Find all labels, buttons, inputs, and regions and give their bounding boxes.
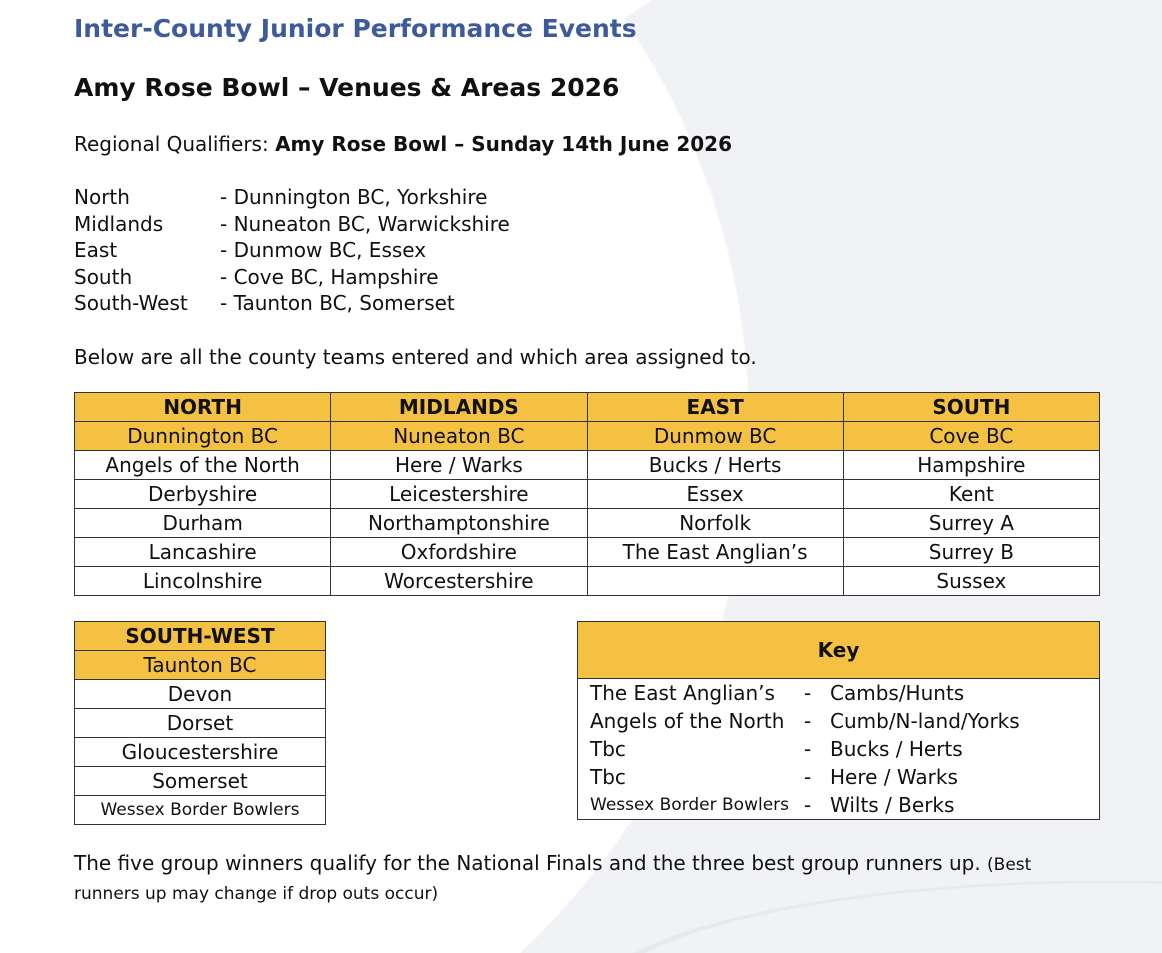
qualifiers-event: Amy Rose Bowl – Sunday 14th June 2026 [275, 132, 732, 156]
venue-name: - Taunton BC, Somerset [220, 291, 455, 315]
team-cell: Angels of the North [75, 451, 331, 480]
venue-area: South-West [74, 291, 188, 315]
area-header: NORTH [75, 393, 331, 422]
key-header: Key [578, 622, 1100, 679]
key-counties: Cumb/N-land/Yorks [830, 708, 1020, 733]
venue-row [74, 291, 455, 315]
team-cell: Lancashire [75, 538, 331, 567]
key-team: The East Anglian’s [590, 680, 775, 705]
table-row [75, 709, 326, 738]
key-row [578, 679, 1100, 708]
team-cell: Surrey B [843, 538, 1099, 567]
venue-name: - Nuneaton BC, Warwickshire [220, 211, 510, 236]
key-team: Wessex Border Bowlers [590, 794, 790, 815]
key-counties: Here / Warks [830, 764, 958, 789]
key-header-row [578, 622, 1100, 679]
team-cell: Dorset [75, 709, 326, 738]
team-cell: Bucks / Herts [587, 451, 843, 480]
venue-row [74, 185, 487, 209]
footer-small-note: (Best runners up may change if drop outs occur) [74, 855, 1032, 904]
qualifiers-line [74, 132, 732, 156]
venue-row [74, 265, 439, 289]
table-row [75, 796, 326, 825]
key-counties: Wilts / Berks [830, 792, 955, 817]
table-row [75, 451, 1100, 480]
page-title: Inter-County Junior Performance Events [74, 14, 637, 43]
area-header: MIDLANDS [331, 393, 587, 422]
venue-cell: Dunnington BC [75, 422, 331, 451]
venue-cell: Dunmow BC [587, 422, 843, 451]
venue-area: East [74, 238, 118, 262]
table-row [75, 651, 326, 680]
team-cell: Surrey A [843, 509, 1099, 538]
venue-row [75, 422, 1100, 451]
key-dash: - [804, 680, 812, 705]
key-dash: - [804, 792, 812, 817]
team-cell [587, 567, 843, 596]
team-cell: The East Anglian’s [587, 538, 843, 567]
key-dash: - [804, 736, 812, 761]
key-team: Tbc [590, 736, 626, 761]
venue-area: Midlands [74, 211, 164, 236]
venue-area: North [74, 185, 130, 209]
team-cell: Durham [75, 509, 331, 538]
venue-name: - Cove BC, Hampshire [220, 264, 439, 289]
team-cell: Norfolk [587, 509, 843, 538]
team-cell: Here / Warks [331, 451, 587, 480]
area-header: SOUTH-WEST [75, 622, 326, 651]
venue-name: - Dunmow BC, Essex [220, 238, 427, 262]
team-cell: Northamptonshire [331, 509, 587, 538]
header-row [75, 393, 1100, 422]
table-row [75, 680, 326, 709]
footer-note [74, 850, 1074, 908]
team-cell: Hampshire [843, 451, 1099, 480]
key-counties: Bucks / Herts [830, 736, 963, 761]
team-cell: Devon [75, 680, 326, 709]
team-cell: Lincolnshire [75, 567, 331, 596]
key-team: Angels of the North [590, 708, 785, 733]
key-row [578, 707, 1100, 735]
table-row [75, 738, 326, 767]
page-subtitle: Amy Rose Bowl – Venues & Areas 2026 [74, 73, 620, 102]
venue-cell: Nuneaton BC [331, 422, 587, 451]
venue-area: South [74, 264, 133, 289]
south-west-table [74, 621, 326, 825]
team-cell: Sussex [843, 567, 1099, 596]
team-cell: Leicestershire [331, 480, 587, 509]
table-row [75, 509, 1100, 538]
key-row [578, 763, 1100, 791]
venue-row [74, 238, 426, 262]
qualifiers-label: Regional Qualifiers: [74, 132, 276, 156]
key-row [578, 791, 1100, 820]
venue-cell: Cove BC [843, 422, 1099, 451]
area-header: EAST [587, 393, 843, 422]
table-row [75, 538, 1100, 567]
key-team: Tbc [590, 764, 626, 789]
table-row [75, 622, 326, 651]
team-cell: Essex [587, 480, 843, 509]
team-cell: Worcestershire [331, 567, 587, 596]
key-counties: Cambs/Hunts [830, 680, 965, 705]
table-row [75, 767, 326, 796]
team-cell: Somerset [75, 767, 326, 796]
intro-text: Below are all the county teams entered and which area assigned to. [74, 345, 757, 369]
team-cell: Derbyshire [75, 480, 331, 509]
table-row [75, 480, 1100, 509]
table-row [75, 567, 1100, 596]
team-cell: Gloucestershire [75, 738, 326, 767]
key-dash: - [804, 708, 812, 733]
team-cell: Oxfordshire [331, 538, 587, 567]
key-table [577, 621, 1100, 820]
key-row [578, 735, 1100, 763]
venue-cell: Taunton BC [75, 651, 326, 680]
team-cell: Kent [843, 480, 1099, 509]
venue-name: - Dunnington BC, Yorkshire [220, 185, 488, 209]
venue-row [74, 212, 510, 236]
areas-table [74, 392, 1100, 596]
key-dash: - [804, 764, 812, 789]
team-cell: Wessex Border Bowlers [75, 796, 326, 825]
area-header: SOUTH [843, 393, 1099, 422]
footer-main: The five group winners qualify for the National Finals and the three best group runners up. [74, 851, 988, 875]
